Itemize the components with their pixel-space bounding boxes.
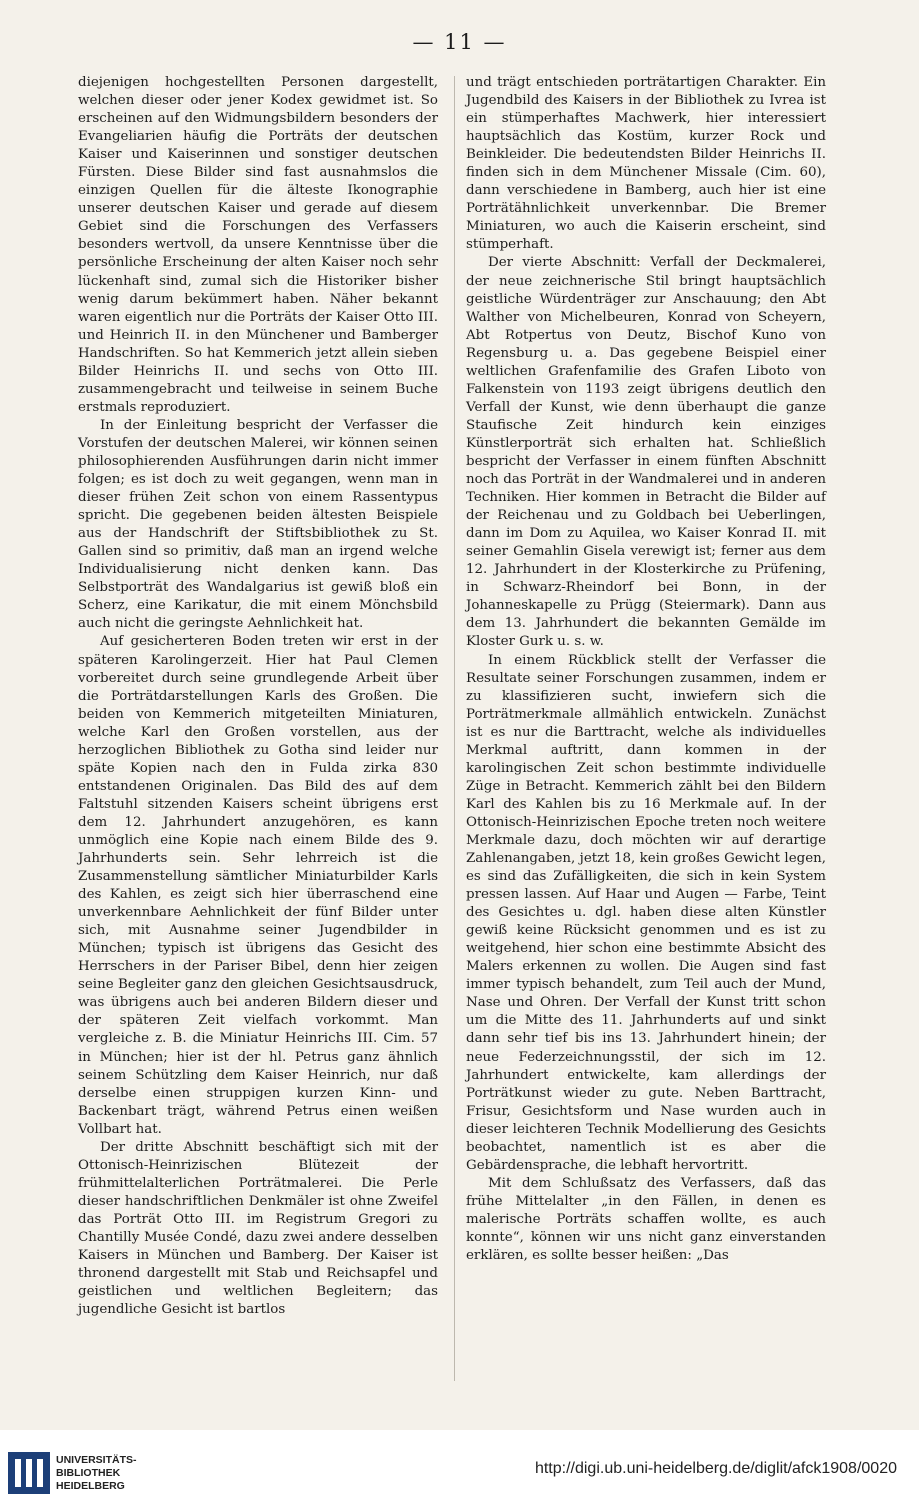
left-column — [78, 74, 438, 1319]
paragraph: In der Einleitung bespricht der Verfasser die Vorstufen der deutschen Malerei, wir können seinen philosophierenden Ausführungen darin nicht immer folgen; es ist doch zu weit gegangen, wenn man in dieser frühen Zeit schon von einem Rassentypus spricht. Die gegebenen beiden ältesten Beispiele aus der Handschrift der Stiftsbibliothek zu St. Gallen sind so primitiv, daß man an irgend welche Individualisierung nicht denken kann. Das Selbstporträt des Wandalgarius ist gewiß bloß ein Scherz, eine Karikatur, die mit einem Mönchsbild auch nicht die geringste Aehnlichkeit hat. — [78, 417, 438, 632]
paragraph: In einem Rückblick stellt der Verfasser die Resultate seiner Forschungen zusammen, indem er zu klassifizieren sucht, inwiefern sich die Porträtmerkmale allmählich entwickeln. Zunächst ist es nur die Barttracht, welche als individuelles Merkmal auftritt, dann kommen in der karolingischen Zeit schon bestimmte individuelle Züge in Betracht. Kemmerich zählt bei den Bildern Karl des Kahlen bis zu 16 Merkmale auf. In der Ottonisch-Heinrizischen Epoche treten noch weitere Merkmale dazu, doch möchten wir auf derartige Zahlenangaben, jetzt 18, kein großes Gewicht legen, es sind das Zufälligkeiten, die sich in kein System pressen lassen. Auf Haar und Augen — Farbe, Teint des Gesichtes u. dgl. haben diese alten Künstler gewiß keine Rücksicht genommen und es ist zu weitgehend, hier schon eine bestimmte Absicht des Malers erkennen zu wollen. Die Augen sind fast immer typisch behandelt, zum Teil auch der Mund, Nase und Ohren. Der Verfall der Kunst tritt schon um die Mitte des 11. Jahrhunderts auf und sinkt dann sehr tief bis ins 13. Jahrhundert hinein; der neue Federzeichnungsstil, der sich im 12. Jahrhundert entwickelte, kam allerdings der Porträtkunst wieder zu gute. Neben Barttracht, Frisur, Gesichtsform und Nase wurden auch in dieser leichteren Technik Modellierung des Gesichts beobachtet, namentlich ist es aber die Gebärdensprache, die lebhaft hervortritt. — [466, 652, 826, 1173]
library-name: UNIVERSITÄTS- BIBLIOTHEK HEIDELBERG — [56, 1454, 137, 1492]
paragraph: und trägt entschieden porträtartigen Charakter. Ein Jugendbild des Kaisers in der Bibliothek zu Ivrea ist ein stümperhaftes Machwerk, hier interessiert hauptsächlich das Kostüm, kurzer Rock und Beinkleider. Die bedeutendsten Bilder Heinrichs II. finden sich in dem Münchener Missale (Cim. 60), dann verschiedene in Bamberg, auch hier ist eine Porträtähnlichkeit unverkennbar. Die Bremer Miniaturen, wo auch die Kaiserin erscheint, sind stümperhaft. — [466, 75, 826, 253]
right-column — [466, 74, 826, 1265]
university-library-logo-icon — [8, 1452, 50, 1494]
page-number: — 11 — — [412, 30, 507, 54]
paragraph: Der vierte Abschnitt: Verfall der Deckmalerei, der neue zeichnerische Stil bringt hauptsächlich geistliche Würdenträger zur Anschauung; den Abt Walther von Michelbeuren, Konrad von Scheyern, Abt Rotpertus von Deutz, Bischof Kuno von Regensburg u. a. Das gegebene Beispiel einer weltlichen Grafenfamilie des Grafen Liboto von Falkenstein von 1193 zeigt übrigens deutlich den Verfall der Kunst, wie denn überhaupt die ganze Staufische Zeit hindurch kein einziges Künstlerporträt sich erhalten hat. Schließlich bespricht der Verfasser in einem fünften Abschnitt noch das Porträt in der Wandmalerei und in anderen Techniken. Hier kommen in Betracht die Bilder auf der Reichenau und zu Goldbach bei Ueberlingen, dann im Dom zu Aquilea, wo Kaiser Konrad II. mit seiner Gemahlin Gisela verewigt ist; ferner aus dem 12. Jahrhundert in der Klosterkirche zu Prüfening, in Schwarz-Rheindorf bei Bonn, in der Johanneskapelle zu Prügg (Steiermark). Dann aus dem 13. Jahrhundert die bekannten Gemälde im Kloster Gurk u. s. w. — [466, 255, 826, 650]
paragraph: Der dritte Abschnitt beschäftigt sich mit der Ottonisch-Heinrizischen Blütezeit der frühmittelalterlichen Porträtmalerei. Die Perle dieser handschriftlichen Denkmäler ist ohne Zweifel das Porträt Otto III. im Registrum Gregori zu Chantilly Musée Condé, dazu zwei andere desselben Kaisers in München und Bamberg. Der Kaiser ist thronend dargestellt mit Stab und Reichsapfel und geistlichen und weltlichen Begleitern; das jugendliche Gesicht ist bartlos — [78, 1139, 438, 1318]
paragraph: Mit dem Schlußsatz des Verfassers, daß das frühe Mittelalter „in den Fällen, in denen es malerische Porträts schaffen wollte, es auch konnte“, können wir uns nicht ganz einverstanden erklären, es sollte besser heißen: „Das — [466, 1175, 826, 1264]
source-url-link[interactable]: http://digi.ub.uni-heidelberg.de/diglit/afck1908/0020 — [534, 1460, 897, 1477]
footer-bar — [0, 1430, 919, 1508]
paragraph: Auf gesicherteren Boden treten wir erst in der späteren Karolingerzeit. Hier hat Paul Clemen vorbereitet durch seine grundlegende Arbeit über die Porträtdarstellungen Karls des Großen. Die beiden von Kemmerich mitgeteilten Miniaturen, welche Karl den Großen vorstellen, aus der herzoglichen Bibliothek zu Gotha sind leider nur späte Kopien nach den in Fulda zirka 830 entstandenen Originalen. Das Bild des auf dem Faltstuhl sitzenden Kaisers scheint übrigens erst dem 12. Jahrhundert anzugehören, es kann unmöglich eine Kopie nach einem Bilde des 9. Jahrhunderts sein. Sehr lehrreich ist die Zusammenstellung sämtlicher Miniaturbilder Karls des Kahlen, es zeigt sich hier überraschend eine unverkennbare Aehnlichkeit der fünf Bilder unter sich, mit Ausnahme seiner Jugendbilder in München; typisch ist übrigens das Gesicht des Herrschers in der Pariser Bibel, denn hier zeigen seine Begleiter ganz den gleichen Gesichtsausdruck, was übrigens auch bei anderen Bildern dieser und der späteren Zeit vielfach vorkommt. Man vergleiche z. B. die Miniatur Heinrichs III. Cim. 57 in München; hier ist der hl. Petrus ganz ähnlich seinem Schützling dem Kaiser Heinrich, nur daß derselbe einen struppigen kurzen Kinn- und Backenbart trägt, während Petrus einen weißen Vollbart hat. — [78, 634, 438, 1137]
column-divider — [454, 76, 455, 1381]
paragraph: diejenigen hochgestellten Personen dargestellt, welchen dieser oder jener Kodex gewidmet ist. So erscheinen auf den Widmungsbildern besonders der Evangeliarien häufig die Porträts der deutschen Kaiser und Kaiserinnen und sonstiger deutschen Fürsten. Diese Bilder sind fast ausnahmslos die einzigen Quellen für die älteste Ikonographie unserer deutschen Kaiser und gerade auf diesem Gebiet sind die Forschungen des Verfassers besonders wertvoll, da unsere Kenntnisse über die persönliche Erscheinung der alten Kaiser noch sehr lückenhaft sind, zumal sich die Historiker bisher wenig darum bekümmert haben. Näher bekannt waren eigentlich nur die Porträts der Kaiser Otto III. und Heinrich II. in den Münchener und Bamberger Handschriften. So hat Kemmerich jetzt allein sieben Bilder Heinrichs II. und sechs von Otto III. zusammengebracht und teilweise in seinem Buche erstmals reproduziert. — [78, 75, 438, 415]
